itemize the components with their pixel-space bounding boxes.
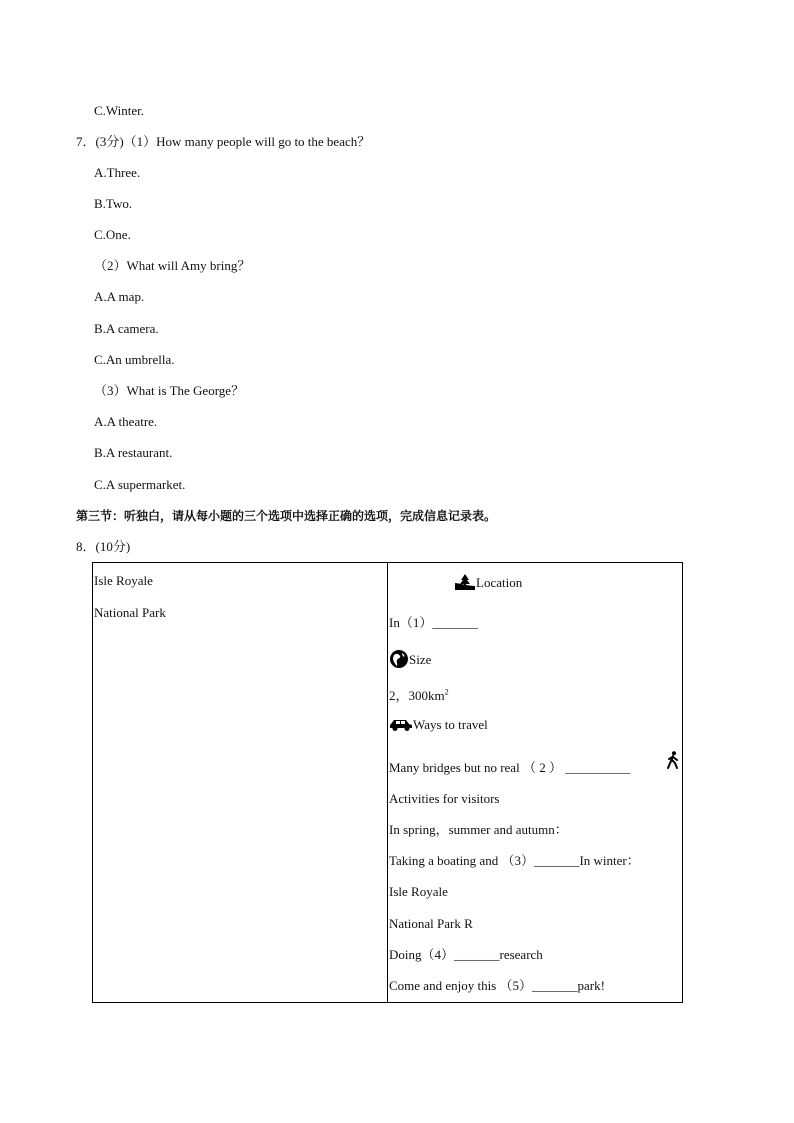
travel-blank-row — [389, 760, 630, 776]
left-title-line1: Isle Royale — [94, 573, 153, 588]
q7-2-option-c: C.An umbrella. — [94, 352, 175, 367]
national-park-r-line: National Park R — [389, 916, 473, 931]
q7-3-option-a: A.A theatre. — [94, 414, 158, 429]
q8-heading: 8．(10分) — [76, 539, 131, 554]
activities-line: Activities for visitors — [389, 791, 500, 806]
left-title-line2: National Park — [94, 605, 166, 620]
travel-label: Ways to travel — [413, 717, 488, 732]
come-enjoy-line: Come and enjoy this （5）_______park! — [389, 978, 605, 993]
travel-blank: Many bridges but no real （ 2 ） __________ — [389, 760, 631, 775]
table-left-cell — [93, 563, 388, 1003]
size-label: Size — [409, 651, 432, 667]
location-blank: In（1）_______ — [389, 615, 478, 630]
size-value — [389, 688, 449, 704]
table-right-cell — [388, 563, 683, 1003]
seasons-line: In spring，summer and autumn： — [389, 822, 568, 837]
walking-person-icon — [666, 751, 680, 773]
q7-3-question: （3）What is The George？ — [94, 383, 245, 398]
section3-instruction: 第三节：听独白，请从每小题的三个选项中选择正确的选项，完成信息记录表。 — [76, 509, 497, 523]
globe-icon — [389, 649, 409, 673]
info-record-table — [92, 562, 683, 1003]
q7-1-option-b: B.Two. — [94, 196, 133, 211]
isle-royale-line: Isle Royale — [389, 884, 448, 899]
size-number: 2，300km — [389, 688, 445, 703]
q7-3-option-b: B.A restaurant. — [94, 445, 173, 460]
q7-2-question: （2）What will Amy bring？ — [94, 258, 251, 273]
car-icon — [389, 717, 413, 735]
landscape-icon — [454, 573, 476, 595]
q7-heading: 7．(3分)（1）How many people will go to the beach？ — [76, 134, 371, 149]
travel-row — [389, 717, 488, 735]
size-row — [389, 649, 431, 673]
q7-2-option-b: B.A camera. — [94, 321, 159, 336]
q7-3-option-c: C.A supermarket. — [94, 477, 186, 492]
location-label: Location — [476, 574, 523, 590]
q7-1-option-a: A.Three. — [94, 165, 141, 180]
q7-1-option-c: C.One. — [94, 227, 131, 242]
location-row — [454, 573, 522, 595]
q7-2-option-a: A.A map. — [94, 289, 145, 304]
size-unit-superscript: 2 — [444, 687, 449, 697]
research-line: Doing（4）_______research — [389, 947, 543, 962]
q6-option-c: C.Winter. — [94, 103, 145, 118]
boating-line: Taking a boating and （3）_______In winter： — [389, 853, 640, 868]
